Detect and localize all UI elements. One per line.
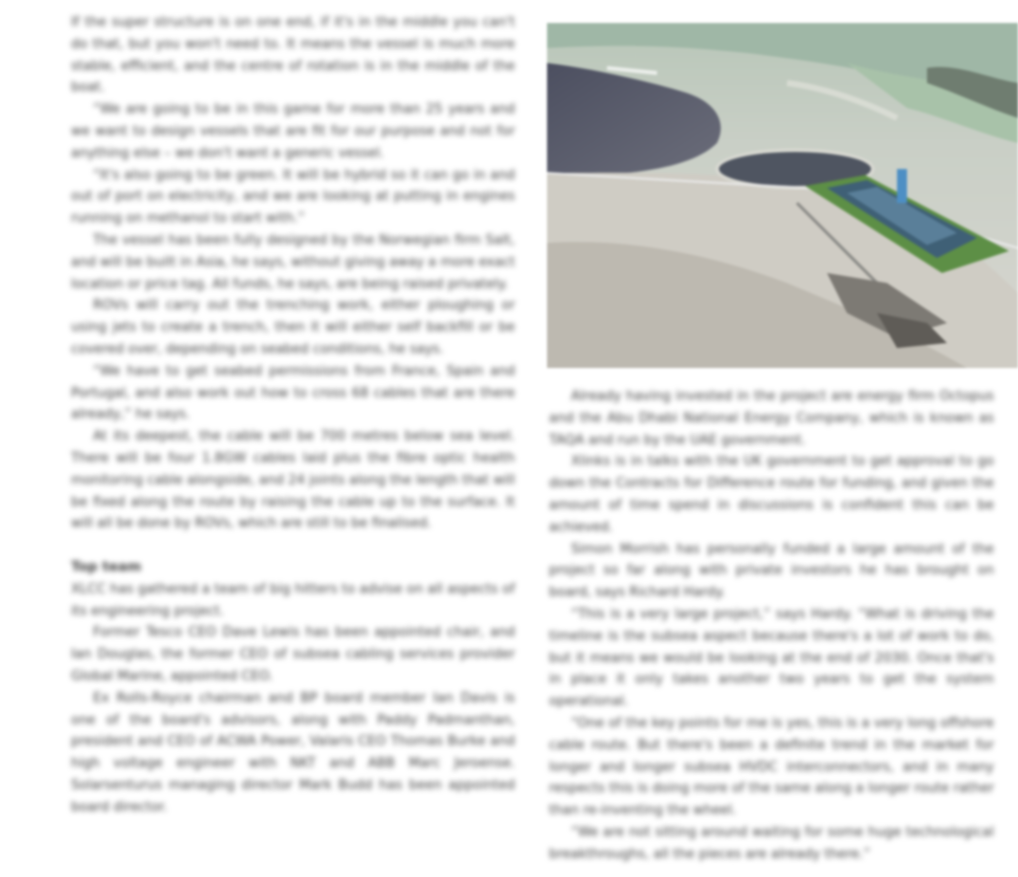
paragraph: ROVs will carry out the trenching work, either ploughing or using jets to create a trench, then it will either self backfill or be covered over, depending on seabed conditions, he says.	[71, 298, 515, 357]
paragraph: “We have to get seabed permissions from France, Spain and Portugal, and also work out how to cross 68 cables that are there already,” he says.	[71, 363, 515, 423]
paragraph: “We are not sitting around waiting for some huge technological breakthroughs, all the pieces are already there.”	[549, 824, 994, 862]
paragraph: “This is a very large project,” says Hardy. “What is driving the timeline is the subsea aspect because there's a lot of work to do, but it means we would be looking at the end of 2030. Once that's in place it only takes another two years to get the system operational.	[549, 606, 994, 710]
paragraph: If the super structure is on one end, if it's in the middle you can't do that, but you won't need to. It means the vessel is much more stable, efficient, and the centre of rotation is in the middle of the boat.	[71, 15, 515, 96]
paragraph: Already having invested in the project are energy firm Octopus and the Abu Dhabi National Energy Company, which is known as TAQA and run by the UAE government.	[549, 389, 994, 448]
aerial-factory-photo	[547, 23, 1018, 368]
paragraph: “One of the key points for me is yes, this is a very long offshore cable route. But there's been a definite trend in the market for longer and longer subsea HVDC interconnectors, and in many respects this is doing more of the same along a longer route rather than re-inventing the wheel.	[549, 715, 994, 819]
paragraph: At its deepest, the cable will be 700 metres below sea level. There will be four 1.8GW cables laid plus the fibre optic health monitoring cable alongside, and 24 joints along the length that will be fixed along the route by raising the cable up to the surface. It will all be done by ROVs, which are still to be finalised.	[71, 429, 515, 532]
paragraph: XLCC has gathered a team of big hitters to advise on all aspects of its engineering project.	[71, 581, 515, 619]
paragraph: Former Tesco CEO Dave Lewis has been appointed chair, and Ian Douglas, the former CEO of subsea cabling services provider Global Marine, appointed CEO.	[71, 625, 515, 684]
article-column-right	[549, 386, 994, 866]
article-column-left	[71, 12, 515, 818]
paragraph: Xlinks is in talks with the UK government to get approval to go down the Contracts for Difference route for funding, and given the amount of time spend in discussions is confident this can be achieved.	[549, 454, 994, 535]
paragraph: Simon Morrish has personally funded a large amount of the project so far along with private investors he has brought on board, says Richard Hardy.	[549, 541, 994, 601]
paragraph: The vessel has been fully designed by the Norwegian firm Salt, and will be built in Asia, he says, without giving away a more exact location or price tag. All funds, he says, are being raised privately.	[71, 232, 515, 292]
paragraph: “We are going to be in this game for more than 25 years and we want to design vessels that are fit for our purpose and not for anything else – we don't want a generic vessel.	[71, 102, 515, 161]
paragraph: “It's also going to be green. It will be hybrid so it can go in and out of port on electricity, and we are looking at putting in engines running on methanol to start with.”	[71, 167, 515, 227]
section-heading: Top team	[71, 558, 142, 575]
paragraph: Ex Rolls-Royce chairman and BP board member Ian Davis is one of the board's advisors, along with Paddy Padmanthan, president and CEO of ACWA Power, Valaris CEO Thomas Burke and high voltage engineer with NKT and ABB Marc Jeroense. Solarsenturus managing director Mark Budd has been appointed board director.	[71, 690, 515, 815]
